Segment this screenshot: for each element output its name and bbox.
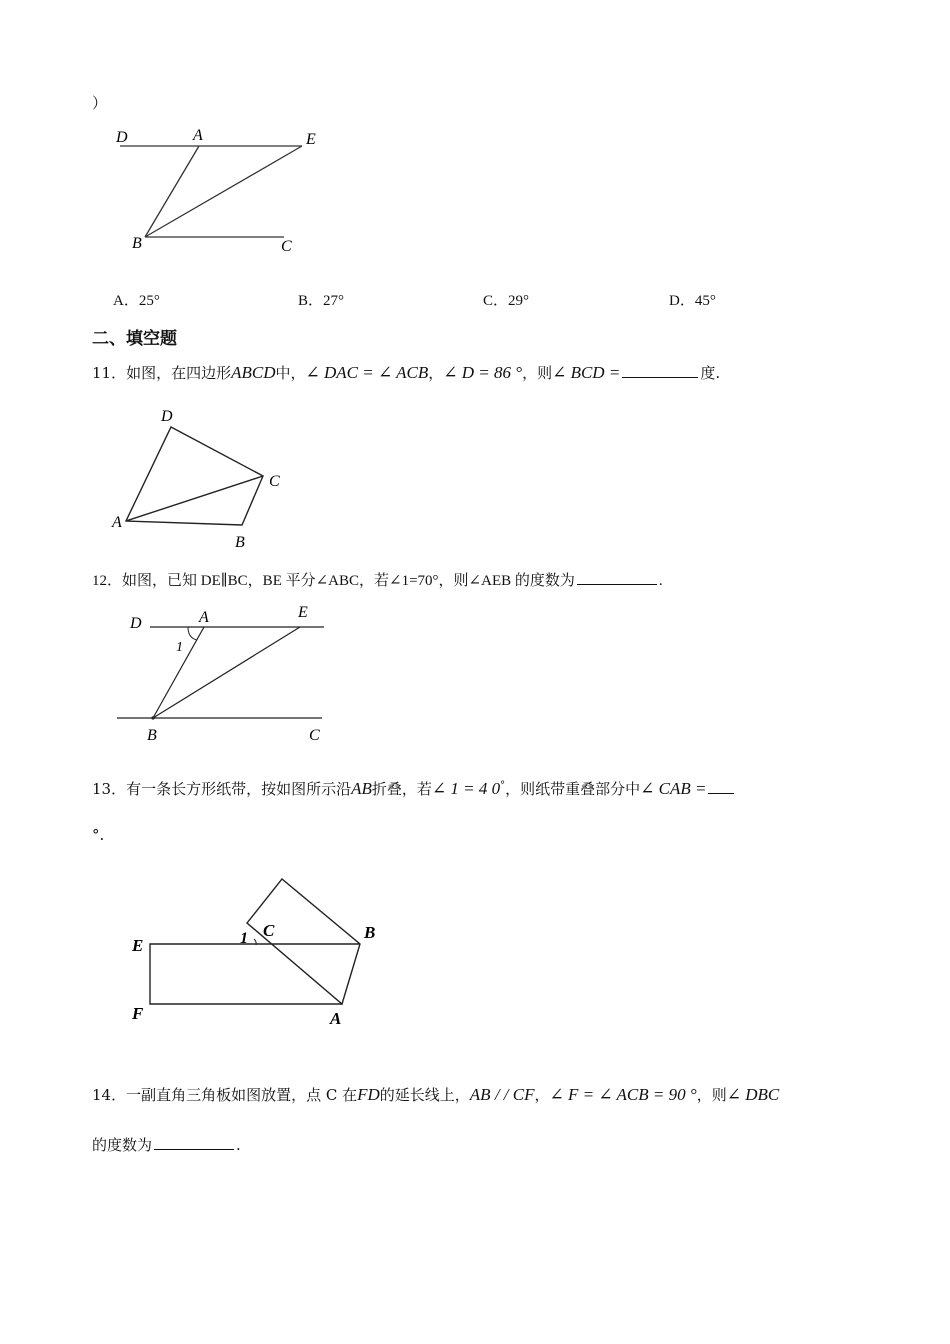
q13-answer-blank[interactable] (708, 792, 734, 794)
q11-t3: ，则 (522, 364, 553, 382)
label-E: E (306, 131, 316, 148)
figure-q11 (105, 400, 305, 555)
figure-q13 (125, 870, 395, 1035)
label-E: E (132, 936, 144, 955)
q11-t4: 度. (700, 364, 721, 382)
label-C: C (263, 921, 275, 940)
q11-cond2: ∠ D = 86 ° (443, 363, 523, 382)
question-12 (92, 569, 663, 590)
q13-deg: ° (500, 780, 506, 791)
label-B: B (147, 727, 157, 744)
label-angle-1: 1 (176, 640, 183, 655)
q14-cond1: AB / / CF (469, 1085, 535, 1104)
q14-end: . (236, 1136, 241, 1154)
q13-t2: 折叠，若 (371, 780, 432, 798)
choice-b[interactable]: B．27° (298, 293, 345, 309)
q11-prefix: 11．如图，在四边形 (92, 364, 232, 382)
figure-q10 (100, 120, 340, 260)
question-14 (92, 1084, 779, 1105)
q14-t1: 14．一副直角三角板如图放置，点 C 在 (92, 1086, 358, 1104)
closing-paren: ） (92, 94, 108, 112)
q12-end: . (658, 573, 663, 589)
q13-continuation: °. (92, 826, 105, 844)
q14-line2 (92, 1134, 241, 1155)
label-E: E (298, 604, 308, 621)
q12-text: 12．如图，已知 DE∥BC，BE 平分∠ABC，若∠1=70°，则∠AEB 的度数为 (92, 573, 575, 589)
q11-cond1: ∠ DAC = ∠ ACB (305, 363, 429, 382)
q11-t2: ， (428, 364, 444, 382)
q13-t3: ，则纸带重叠部分中 (505, 780, 641, 798)
q11-t1: 中， (275, 364, 306, 382)
q13-ab: AB (351, 779, 372, 798)
label-A: A (112, 514, 122, 531)
choice-a[interactable]: A．25° (113, 293, 160, 309)
label-D: D (116, 129, 128, 146)
q12-answer-blank[interactable] (577, 583, 657, 585)
label-A: A (193, 127, 203, 144)
q14-line2-text: 的度数为 (92, 1136, 153, 1154)
choice-d[interactable]: D．45° (669, 293, 716, 309)
q14-t4: ，则 (696, 1086, 727, 1104)
label-C: C (309, 727, 320, 744)
q11-answer-blank[interactable] (622, 376, 698, 378)
label-C: C (281, 238, 292, 255)
q13-t1: 13．有一条长方形纸带，按如图所示沿 (92, 780, 352, 798)
q13-ask: ∠ CAB = (640, 779, 707, 798)
section-title: 二、填空题 (92, 329, 177, 349)
label-D: D (161, 408, 173, 425)
q13-cond: ∠ 1 = 4 0 (431, 779, 501, 798)
question-11 (92, 362, 720, 383)
label-D: D (130, 615, 142, 632)
q11-ask: ∠ BCD = (552, 363, 621, 382)
figure-q12 (112, 600, 332, 750)
q14-t2: 的延长线上， (379, 1086, 470, 1104)
q14-ask: ∠ DBC (726, 1085, 780, 1104)
label-A: A (199, 609, 209, 626)
question-13 (92, 778, 736, 799)
choice-c[interactable]: C．29° (483, 293, 530, 309)
label-angle-1: 1 (240, 930, 248, 947)
label-F: F (132, 1004, 144, 1023)
q14-t3: ， (534, 1086, 550, 1104)
label-B: B (235, 534, 245, 551)
q14-answer-blank[interactable] (154, 1148, 234, 1150)
label-C: C (269, 473, 280, 490)
label-B: B (364, 923, 376, 942)
q11-abcd: ABCD (231, 363, 276, 382)
label-B: B (132, 235, 142, 252)
label-A: A (330, 1009, 342, 1028)
q14-fd: FD (357, 1085, 380, 1104)
q14-cond2: ∠ F = ∠ ACB = 90 ° (549, 1085, 697, 1104)
